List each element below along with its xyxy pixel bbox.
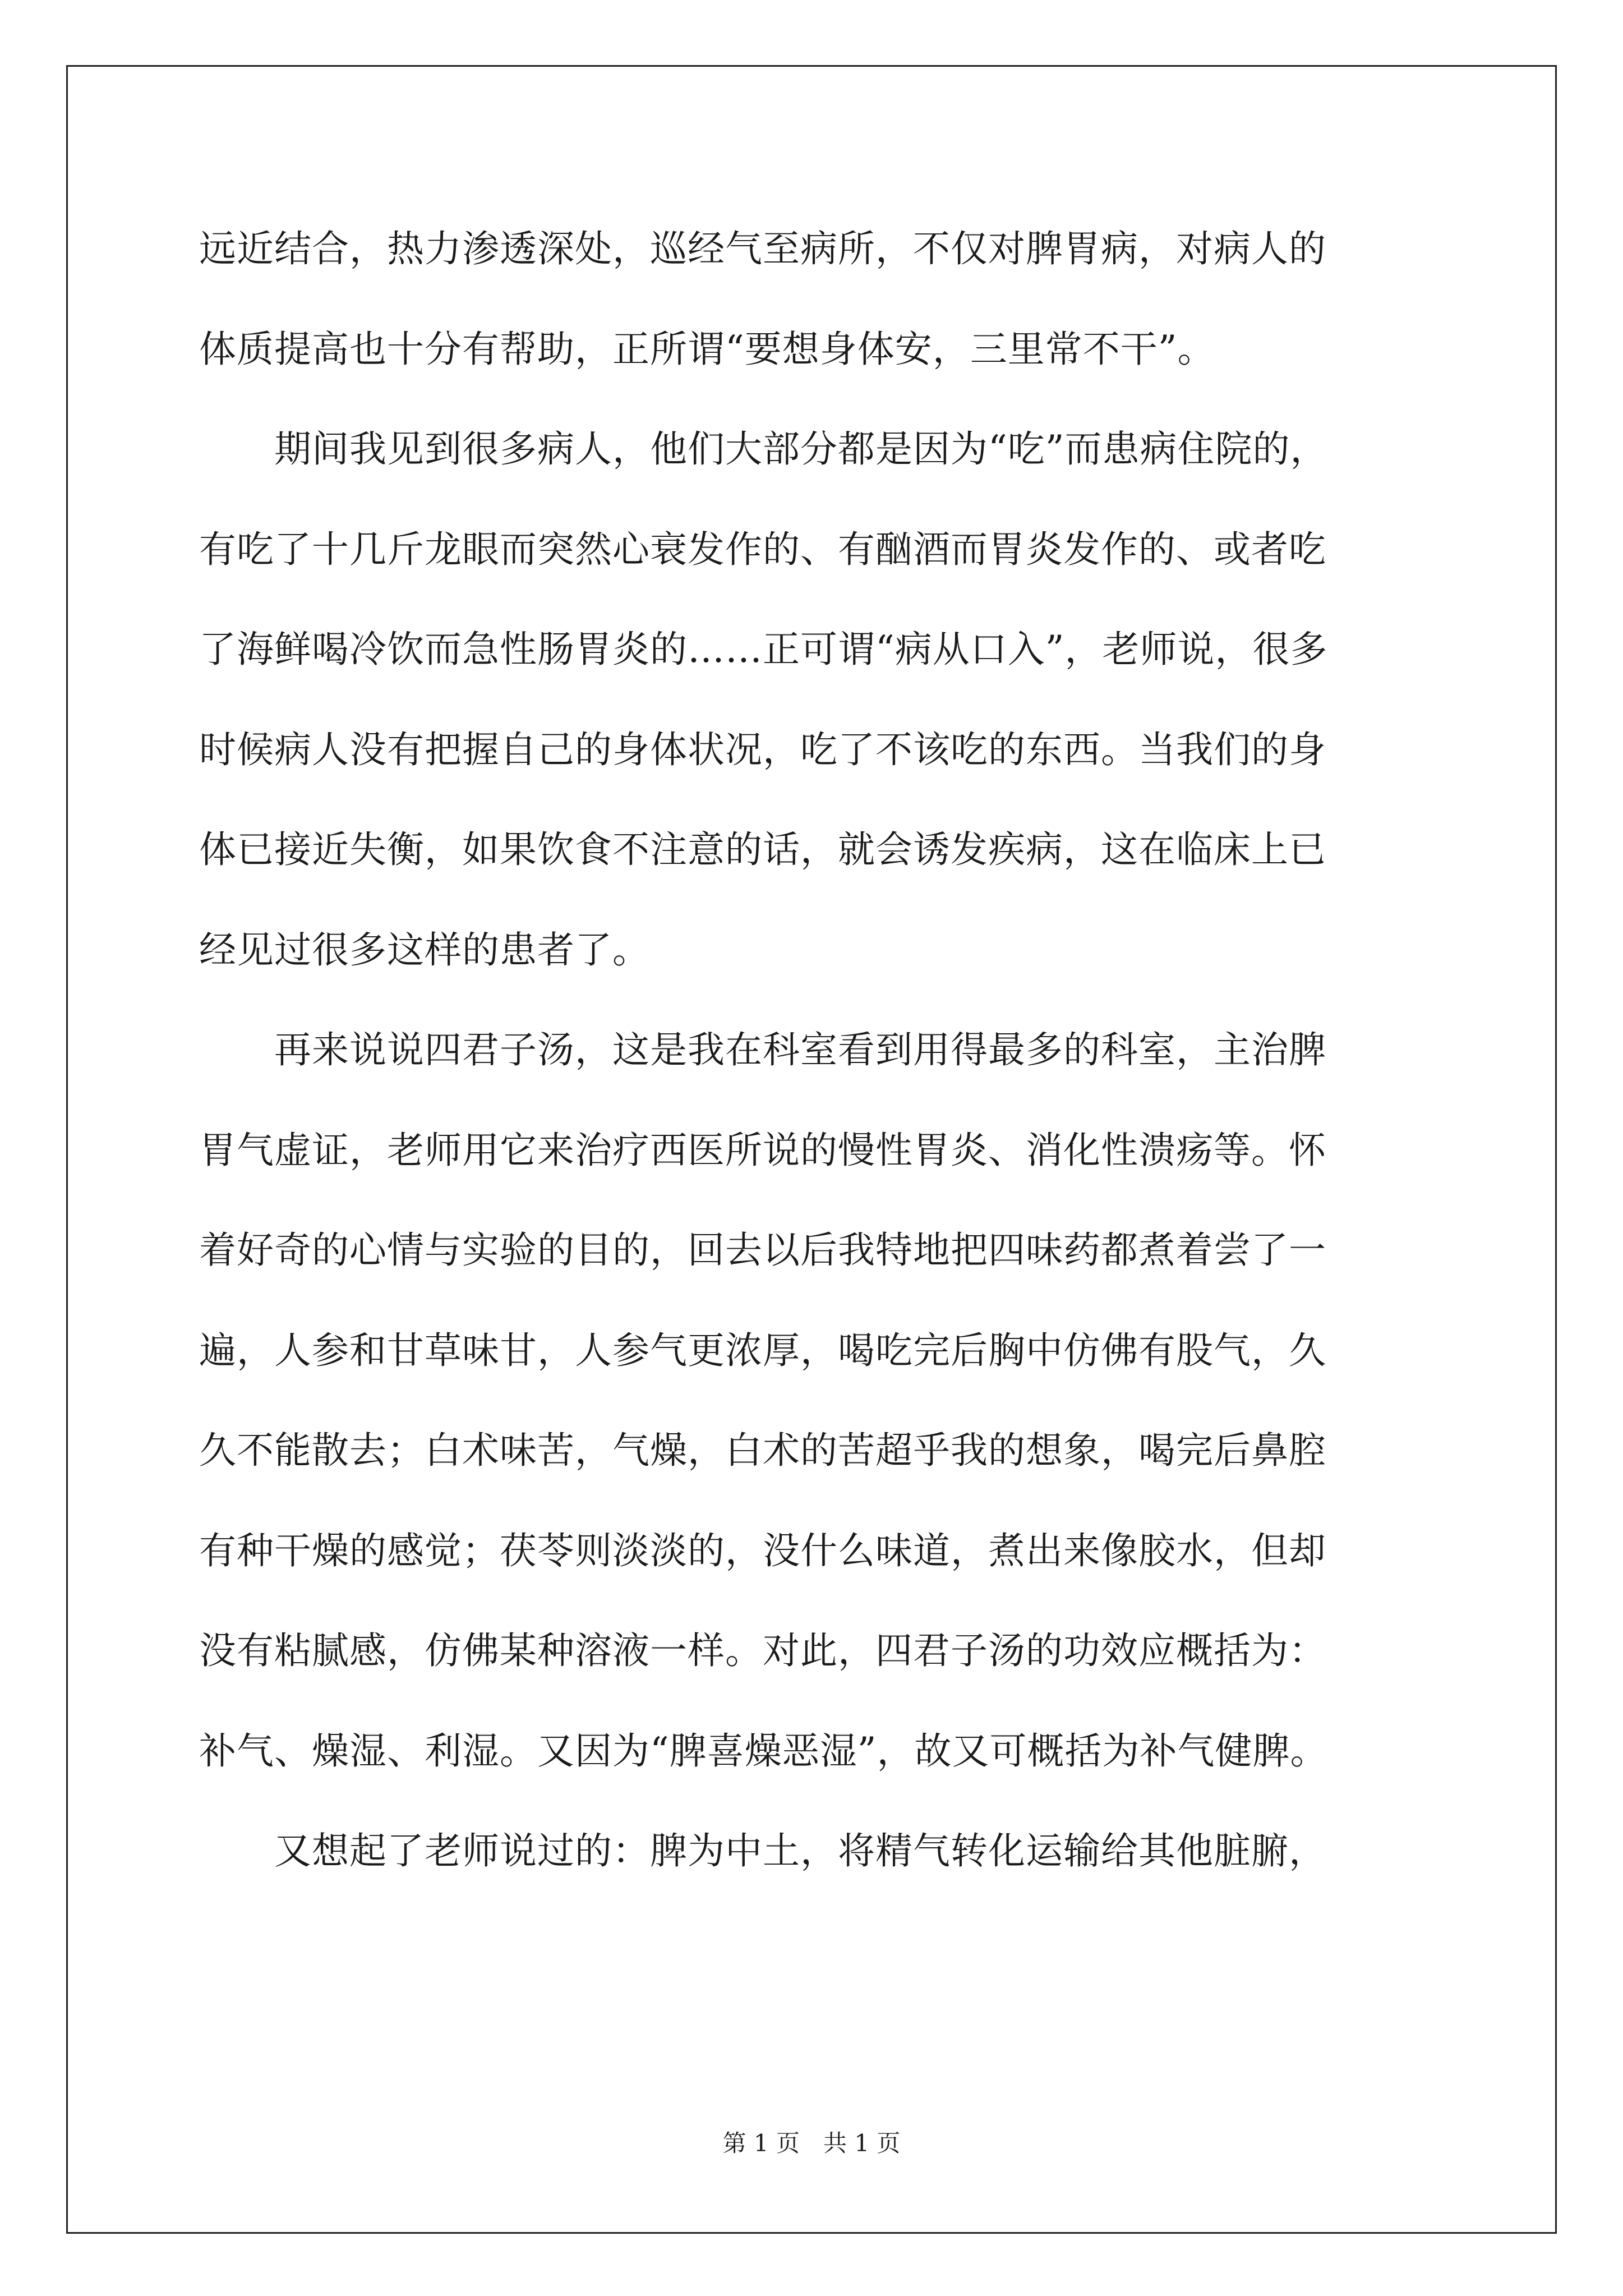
text-line: 体质提高也十分有帮助，正所谓“要想身体安，三里常不干”。 xyxy=(199,328,1215,371)
text-line: 体已接近失衡，如果饮食不注意的话，就会诱发疾病，这在临床上已 xyxy=(199,828,1326,871)
text-line: 有吃了十几斤龙眼而突然心衰发作的、有酗酒而胃炎发作的、或者吃 xyxy=(199,528,1326,571)
page-footer: 第 1 页 共 1 页 xyxy=(722,2129,901,2157)
text-line: 遍，人参和甘草味甘，人参气更浓厚，喝吃完后胸中仿佛有股气，久 xyxy=(199,1329,1326,1372)
text-line: 有种干燥的感觉；茯苓则淡淡的，没什么味道，煮出来像胶水，但却 xyxy=(199,1529,1326,1572)
text-line: 时候病人没有把握自己的身体状况，吃了不该吃的东西。当我们的身 xyxy=(199,728,1326,771)
text-line: 再来说说四君子汤，这是我在科室看到用得最多的科室，主治脾 xyxy=(199,1028,1326,1071)
text-line: 远近结合，热力渗透深处，巡经气至病所，不仅对脾胃病，对病人的 xyxy=(199,227,1326,270)
text-line: 久不能散去；白术味苦，气燥，白术的苦超乎我的想象，喝完后鼻腔 xyxy=(199,1429,1326,1472)
text-line: 了海鲜喝冷饮而急性肠胃炎的……正可谓“病从口入”，老师说，很多 xyxy=(199,628,1328,671)
text-line: 期间我见到很多病人，他们大部分都是因为“吃”而患病住院的， xyxy=(199,427,1328,471)
text-line: 经见过很多这样的患者了。 xyxy=(199,928,650,972)
text-line: 着好奇的心情与实验的目的，回去以后我特地把四味药都煮着尝了一 xyxy=(199,1228,1326,1272)
text-line: 补气、燥湿、利湿。又因为“脾喜燥恶湿”，故又可概括为补气健脾。 xyxy=(199,1729,1328,1773)
text-line: 没有粘腻感，仿佛某种溶液一样。对此，四君子汤的功效应概括为： xyxy=(199,1629,1326,1672)
text-line: 胃气虚证，老师用它来治疗西医所说的慢性胃炎、消化性溃疡等。怀 xyxy=(199,1129,1326,1172)
text-line: 又想起了老师说过的：脾为中土，将精气转化运输给其他脏腑， xyxy=(199,1829,1326,1872)
